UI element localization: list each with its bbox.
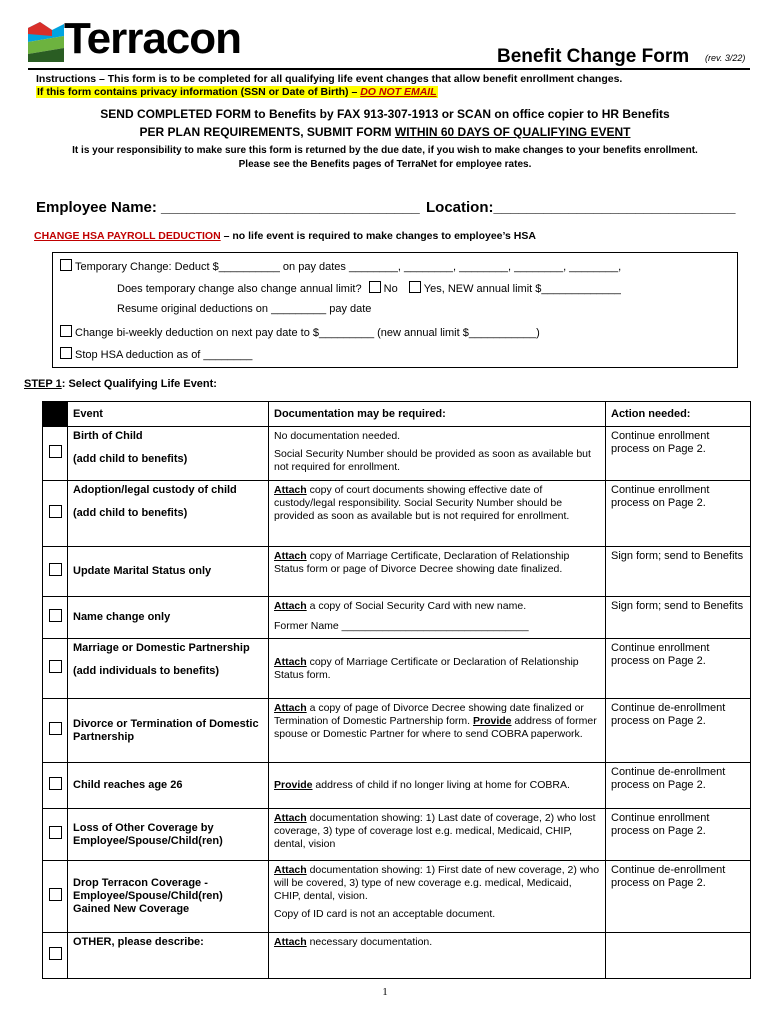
temp-change-checkbox[interactable] [60, 259, 72, 271]
doc-cell [269, 639, 606, 699]
table-header-row [43, 402, 751, 427]
event-subtitle: (add individuals to benefits) [73, 665, 220, 677]
hsa-change-row [60, 325, 540, 339]
hsa-heading-red: CHANGE HSA PAYROLL DEDUCTION [34, 230, 221, 242]
attach-label: Attach [274, 600, 307, 612]
doc-cell [269, 481, 606, 547]
doc-text: copy of court documents showing effective date of custody/legal responsibility. Social Security Number should be provided as soon as available but is not required for enrollment. [274, 484, 570, 522]
submit-deadline-underlined: WITHIN 60 DAYS OF QUALIFYING EVENT [394, 125, 631, 139]
annual-yes-label: Yes, NEW annual limit $_____________ [423, 283, 621, 295]
event-checkbox-drop-coverage[interactable] [49, 888, 62, 901]
event-subtitle: (add child to benefits) [73, 507, 188, 519]
attach-label: Attach [274, 864, 307, 876]
event-title: Drop Terracon Coverage - Employee/Spouse/Child(ren) Gained New Coverage [73, 877, 223, 915]
event-checkbox-cell [43, 547, 68, 597]
doc-cell [269, 427, 606, 481]
hsa-section [52, 252, 738, 368]
annual-no-checkbox[interactable] [369, 281, 381, 293]
attach-label: Attach [274, 550, 307, 562]
event-title: Birth of Child [73, 430, 143, 442]
change-biweekly-label: Change bi-weekly deduction on next pay date to $_________ (new annual limit $___________) [75, 327, 540, 339]
logo-wordmark: Terracon [64, 14, 242, 63]
event-cell [68, 481, 269, 547]
table-row [43, 481, 751, 547]
event-checkbox-birth[interactable] [49, 445, 62, 458]
event-cell [68, 427, 269, 481]
table-row [43, 861, 751, 933]
page-number: 1 [382, 986, 388, 998]
event-cell [68, 763, 269, 809]
event-checkbox-cell [43, 699, 68, 763]
event-cell [68, 699, 269, 763]
event-title: Loss of Other Coverage by Employee/Spouse/Child(ren) [73, 821, 223, 847]
doc-text: copy of Marriage Certificate or Declaration of Relationship Status form. [274, 655, 579, 681]
attach-label: Attach [274, 655, 307, 668]
doc-text: address of former spouse or Domestic Partner for where to send COBRA paperwork. [274, 715, 597, 740]
doc-cell [269, 699, 606, 763]
do-not-email: DO NOT EMAIL [360, 86, 437, 98]
event-cell [68, 597, 269, 639]
header-event: Event [68, 402, 269, 427]
stop-hsa-label: Stop HSA deduction as of ________ [75, 349, 253, 361]
attach-label: Attach [274, 702, 307, 714]
doc-text: address of child if no longer living at home for COBRA. [312, 779, 570, 791]
table-row [43, 933, 751, 979]
doc-text: copy of Marriage Certificate, Declaration of Relationship Status form or page of Divorce Decree showing date finalized. [274, 550, 570, 575]
doc-cell [269, 933, 606, 979]
table-row [43, 547, 751, 597]
event-checkbox-cell [43, 933, 68, 979]
doc-cell [269, 547, 606, 597]
event-cell [68, 639, 269, 699]
doc-text: documentation showing: 1) Last date of coverage, 2) who lost coverage, 3) type of coverage lost e.g. medical, Medicaid, CHIP, dental, vision [274, 812, 596, 850]
doc-text-line [274, 600, 600, 613]
event-checkbox-cell [43, 763, 68, 809]
action-cell: Continue de-enrollment process on Page 2. [606, 861, 751, 933]
step1-text: : Select Qualifying Life Event: [61, 378, 217, 390]
event-checkbox-cell [43, 639, 68, 699]
event-checkbox-cell [43, 597, 68, 639]
privacy-warning [36, 86, 438, 98]
table-row [43, 597, 751, 639]
form-title: Benefit Change Form [497, 46, 690, 67]
event-title: Divorce or Termination of Domestic Partnership [73, 717, 259, 743]
provide-label: Provide [473, 715, 512, 727]
terranet-note: Please see the Benefits pages of TerraNet for employee rates. [238, 159, 532, 170]
event-title: Marriage or Domestic Partnership [73, 642, 250, 654]
event-title: Name change only [73, 611, 171, 623]
event-checkbox-cell [43, 481, 68, 547]
attach-label: Attach [274, 812, 307, 824]
event-cell [68, 547, 269, 597]
annual-yes-checkbox[interactable] [409, 281, 421, 293]
doc-text-line [274, 864, 600, 903]
table-row [43, 639, 751, 699]
annual-no-label: No [383, 283, 398, 295]
privacy-warning-text: If this form contains privacy information (SSN or Date of Birth) – [37, 86, 361, 98]
terracon-logo-mark [26, 20, 66, 64]
event-title: Update Marital Status only [73, 565, 212, 577]
header-action: Action needed: [606, 402, 751, 427]
header-black-cell [43, 402, 68, 427]
event-title: Adoption/legal custody of child [73, 484, 237, 496]
event-subtitle: (add child to benefits) [73, 453, 188, 465]
event-checkbox-cell [43, 809, 68, 861]
event-title: Child reaches age 26 [73, 779, 183, 791]
doc-cell [269, 597, 606, 639]
qualifying-event-table [42, 401, 751, 979]
event-checkbox-cell [43, 427, 68, 481]
form-revision: (rev. 3/22) [705, 53, 746, 63]
action-cell: Continue enrollment process on Page 2. [606, 481, 751, 547]
action-cell: Continue de-enrollment process on Page 2. [606, 763, 751, 809]
doc-text: a copy of page of Divorce Decree showing date finalized or Termination of Domestic Partnership form. [274, 702, 584, 727]
event-title: OTHER, please describe: [73, 936, 204, 948]
hsa-temp-change-row [60, 259, 621, 273]
attach-label: Attach [274, 484, 307, 496]
table-row [43, 809, 751, 861]
event-cell[interactable] [68, 933, 269, 979]
doc-text: documentation showing: 1) First date of new coverage, 2) who will be covered, 3) type of new coverage e.g. medical, Medicaid, CHIP, dental, vision. [274, 864, 600, 902]
hsa-heading [34, 230, 536, 242]
doc-cell [269, 861, 606, 933]
action-cell: Sign form; send to Benefits [606, 547, 751, 597]
action-cell: Continue enrollment process on Page 2. [606, 809, 751, 861]
doc-cell [269, 763, 606, 809]
send-instructions: SEND COMPLETED FORM to Benefits by FAX 913-307-1913 or SCAN on office copier to HR Benefits [100, 107, 670, 121]
responsibility-note: It is your responsibility to make sure this form is returned by the due date, if you wish to make changes to your benefits enrollment. [72, 145, 698, 156]
event-checkbox-cell [43, 861, 68, 933]
event-checkbox-name-change[interactable] [49, 609, 62, 622]
table-row [43, 427, 751, 481]
event-checkbox-child-26[interactable] [49, 777, 62, 790]
hsa-heading-rest: – no life event is required to make changes to employee’s HSA [220, 230, 536, 242]
temp-change-label: Temporary Change: Deduct $__________ on pay dates ________, ________, ________, ________, ________, [75, 261, 622, 273]
annual-question: Does temporary change also change annual limit? [117, 283, 362, 295]
hsa-resume-row[interactable]: Resume original deductions on _________ pay date [117, 303, 372, 315]
provide-label: Provide [274, 779, 313, 791]
event-checkbox-divorce[interactable] [49, 722, 62, 735]
event-checkbox-loss-coverage[interactable] [49, 826, 62, 839]
event-checkbox-marital[interactable] [49, 563, 62, 576]
doc-cell [269, 809, 606, 861]
hsa-annual-row [117, 281, 621, 295]
table-row [43, 763, 751, 809]
action-cell: Continue enrollment process on Page 2. [606, 427, 751, 481]
event-checkbox-adoption[interactable] [49, 505, 62, 518]
employee-name-field[interactable]: Employee Name: _______________________________ [36, 199, 420, 216]
doc-text: a copy of Social Security Card with new name. [306, 600, 527, 612]
submit-deadline [0, 125, 770, 139]
doc-note: Copy of ID card is not an acceptable document. [274, 908, 496, 920]
attach-label: Attach [274, 936, 307, 948]
location-field[interactable]: Location:_____________________________ [426, 199, 736, 216]
doc-text: No documentation needed. [274, 430, 401, 442]
change-biweekly-checkbox[interactable] [60, 325, 72, 337]
doc-text: Social Security Number should be provided as soon as available but not required for enrollment. [274, 448, 591, 473]
submit-deadline-prefix: PER PLAN REQUIREMENTS, SUBMIT FORM [139, 125, 395, 139]
action-cell: Continue enrollment process on Page 2. [606, 639, 751, 699]
event-checkbox-other[interactable] [49, 947, 62, 960]
stop-hsa-checkbox[interactable] [60, 347, 72, 359]
former-name-field[interactable]: Former Name ________________________________ [274, 620, 529, 632]
step1-label: STEP 1 [24, 378, 62, 390]
event-cell [68, 809, 269, 861]
header-rule [28, 68, 750, 70]
action-cell: Sign form; send to Benefits [606, 597, 751, 639]
table-row [43, 699, 751, 763]
step1-heading [24, 378, 217, 390]
action-cell [606, 933, 751, 979]
action-cell: Continue de-enrollment process on Page 2. [606, 699, 751, 763]
instructions-line: Instructions – This form is to be completed for all qualifying life event changes that allow benefit enrollment changes. [36, 73, 623, 85]
header-documentation: Documentation may be required: [269, 402, 606, 427]
event-checkbox-marriage[interactable] [49, 660, 62, 673]
hsa-stop-row [60, 347, 252, 361]
doc-text: necessary documentation. [306, 936, 433, 948]
event-cell [68, 861, 269, 933]
